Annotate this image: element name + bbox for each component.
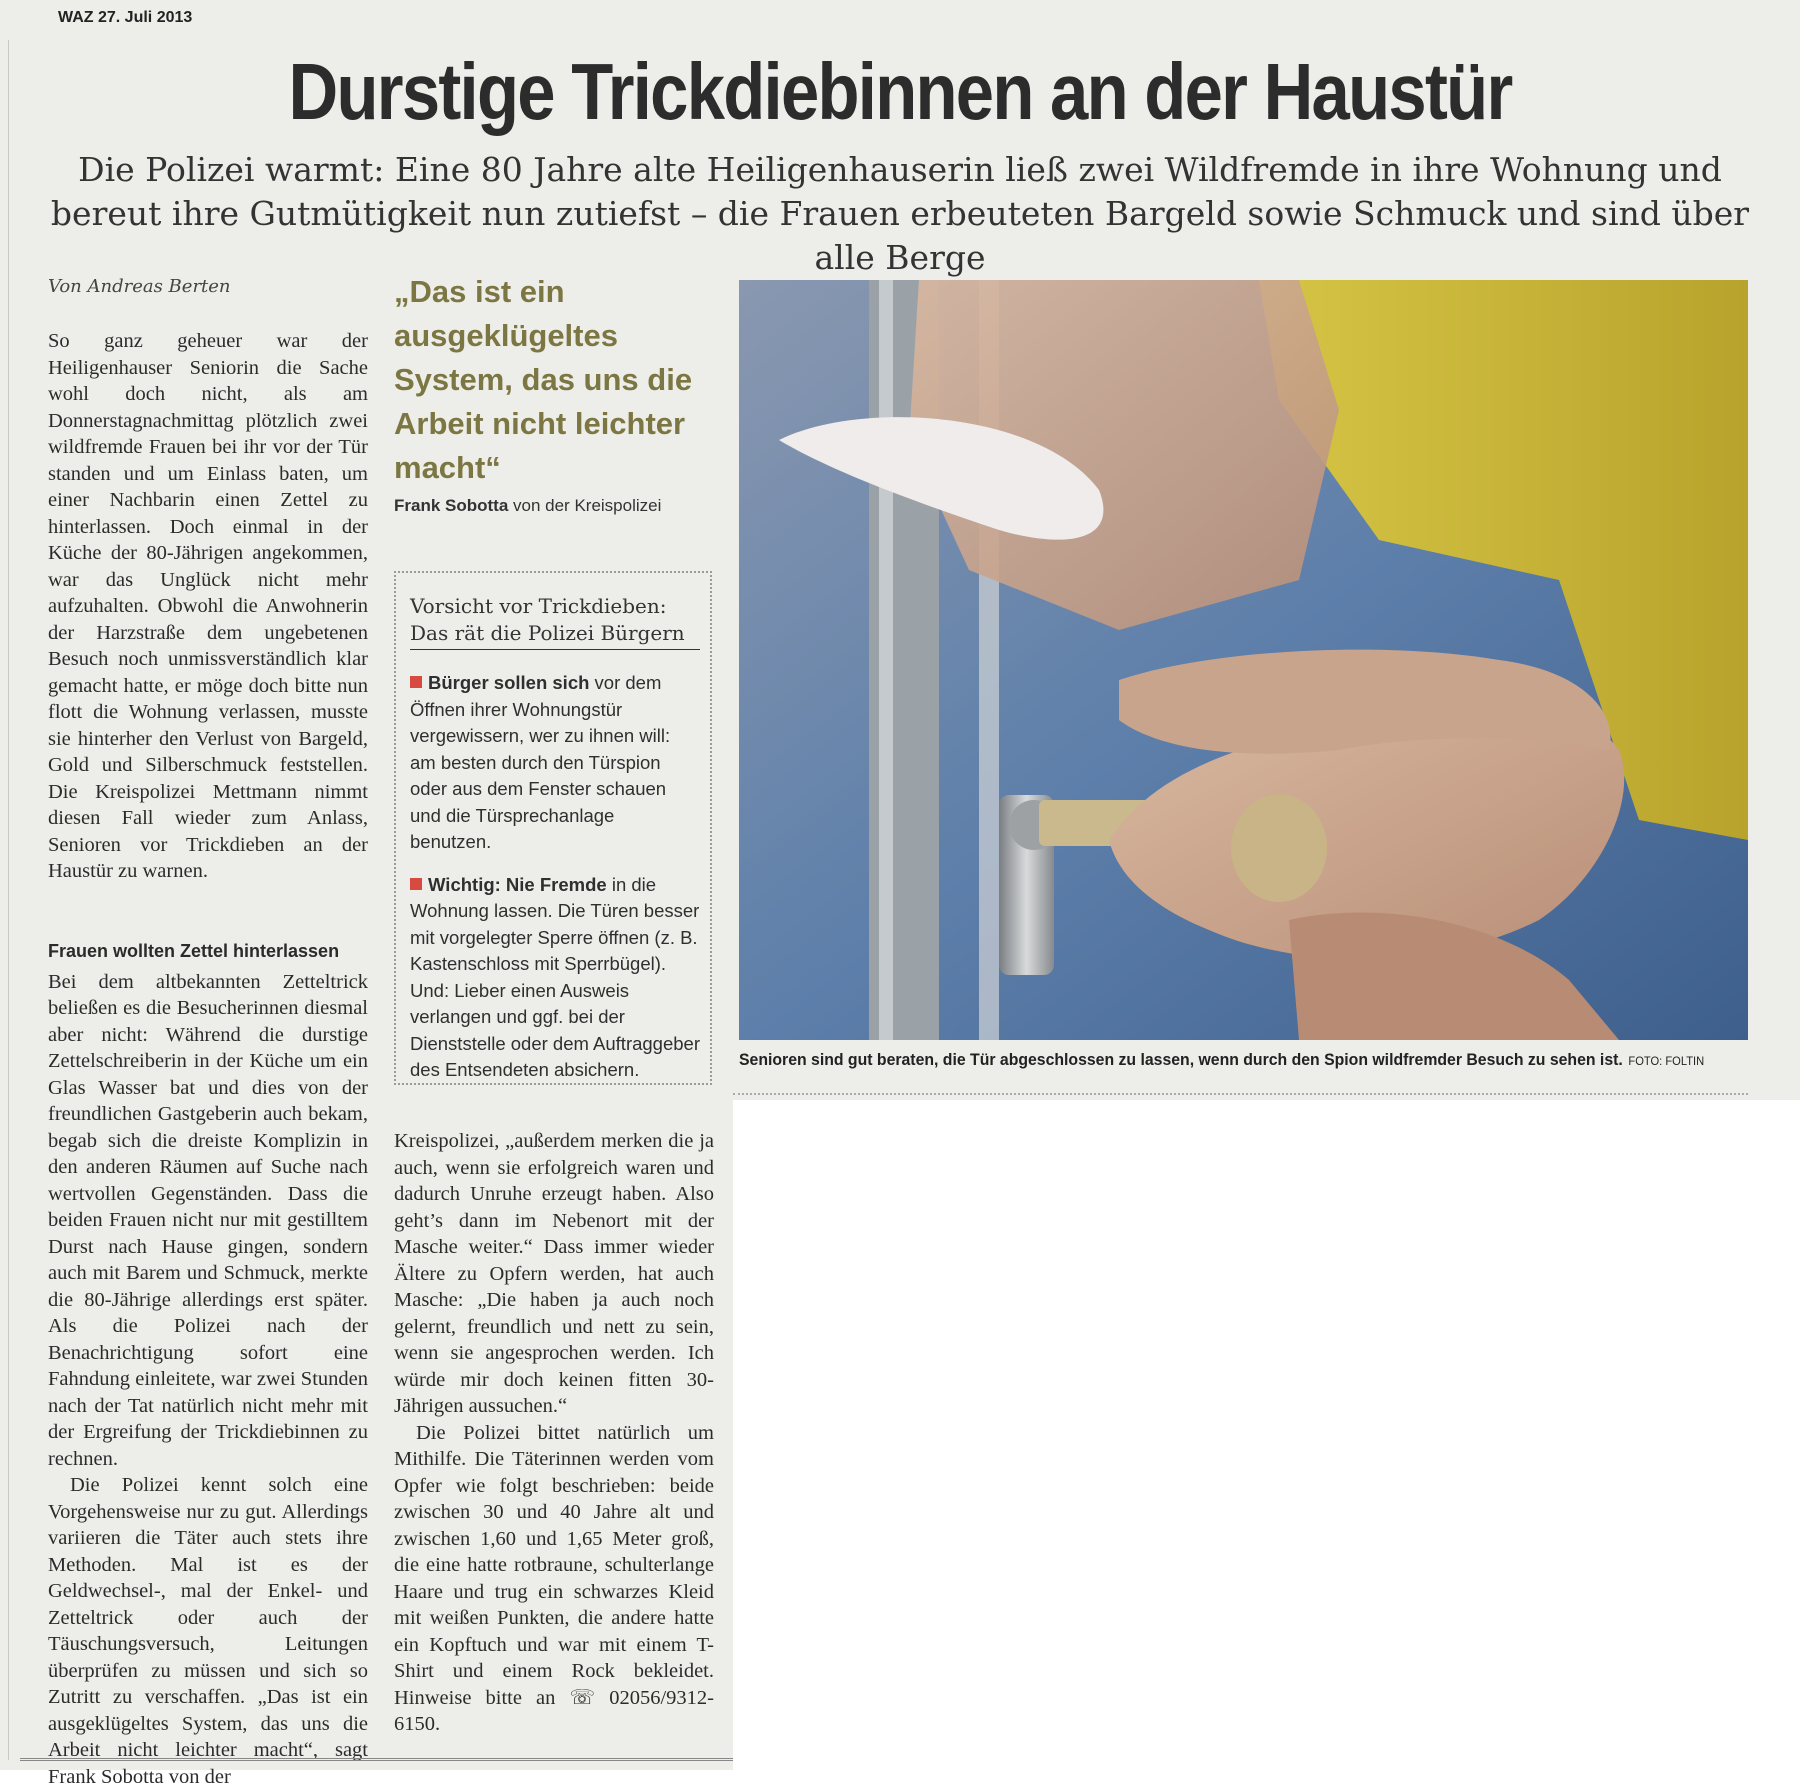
red-square-icon: [410, 676, 422, 688]
hand-with-key-photo: [739, 280, 1748, 1040]
bottom-rule: [20, 1758, 733, 1761]
pull-quote-role: von der Kreispolizei: [508, 496, 662, 515]
info-box-item: [410, 872, 700, 1084]
headline: Durstige Trickdiebinnen an der Haustür: [288, 47, 1512, 136]
article-photo: [739, 280, 1748, 1040]
caption-text: Senioren sind gut beraten, die Tür abgeschlossen zu lassen, wenn durch den Spion wildfremder Besuch zu sehen ist.: [739, 1050, 1623, 1069]
pull-quote: „Das ist ein ausgeklügeltes System, das uns die Arbeit nicht leichter macht“: [394, 274, 693, 485]
subhead: Die Polizei warmt: Eine 80 Jahre alte Heiligenhauserin ließ zwei Wildfremde in ihre Wohnung und bereut ihre Gutmütigkeit nun zutiefst – die Frauen erbeuteten Bargeld sowie Schmuck und sind über alle Berge: [50, 150, 1750, 277]
info-box-item-text: in die Wohnung lassen. Die Türen besser mit vorgelegter Sperre öffnen (z. B. Kastenschloss mit Sperrbügel). Und: Lieber einen Ausweis verlangen und ggf. bei der Dienststelle oder dem Auftraggeber des Entsendeten absichern.: [410, 873, 701, 1080]
photo-caption: [739, 1050, 1705, 1070]
byline: Von Andreas Berten: [48, 276, 231, 297]
paragraph-5: Die Polizei bittet natürlich um Mithilfe. Die Täterinnen werden vom Opfer wie folgt beschrieben: beide zwischen 30 und 40 Jahre alt und zwischen 1,60 und 1,65 Meter groß, die eine hatte rotbraune, schulterlange Haare und trug ein schwarzes Kleid mit weißen Punkten, die andere hatte ein Kopftuch und war mit einem T-Shirt und einem Rock bekleidet. Hinweise bitte an ☏ 02056/9312-6150.: [394, 1421, 714, 1735]
article-column-2: [394, 1128, 714, 1738]
info-box-item-lead: Wichtig: Nie Fremde: [428, 873, 607, 895]
info-box-item-lead: Bürger sollen sich: [428, 672, 590, 693]
info-box-item-text: vor dem Öffnen ihrer Wohnungstür vergewissern, wer zu ihnen will: am besten durch den Türspion oder aus dem Fenster schauen und die Türsprechanlage benutzen.: [410, 672, 671, 852]
pull-quote-name: Frank Sobotta: [394, 496, 509, 515]
paragraph-2: Bei dem altbekannten Zetteltrick beließen es die Besucherinnen diesmal aber nicht: Während die durstige Zettelschreiberin in der Küche um ein Glas Wasser bat und dies von der freundlichen Gastgeberin auch bekam, begab sich die dreiste Komplizin in den anderen Räumen auf Suche nach wertvollen Gegenständen. Dass die beiden Frauen nicht nur mit gestilltem Durst nach Hause gingen, sondern auch mit Barem und Schmuck, merkte die 80-Jährige allerdings erst später. Als die Polizei nach der Benachrichtigung sofort eine Fahndung einleitete, war zwei Stunden nach der Tat natürlich nicht mehr mit der Ergreifung der Trickdiebinnen zu rechnen.: [48, 970, 368, 1470]
article-column-1-lower: [48, 938, 368, 1790]
red-square-icon: [410, 878, 422, 890]
source-line: WAZ 27. Juli 2013: [58, 9, 193, 26]
article-column-1: [48, 328, 368, 885]
info-box: [394, 571, 712, 1085]
subheading: Frauen wollten Zettel hinterlassen: [48, 941, 340, 961]
clipping-edge: [8, 40, 9, 1760]
paragraph-4: Kreispolizei, „außerdem merken die ja auch, wenn sie erfolgreich waren und dadurch Unruhe erzeugt haben. Also geht’s dann im Nebenort mit der Masche weiter.“ Dass immer wieder Ältere zu Opfern werden, hat auch Masche: „Die haben ja auch noch gelernt, freundlich und nett zu sein, wenn sie angesprochen werden. Ich würde mir doch keinen fitten 30-Jährigen aussuchen.“: [394, 1130, 714, 1417]
separator-dotted: [733, 1093, 1748, 1095]
paragraph-1: So ganz geheuer war der Heiligenhauser Seniorin die Sache wohl doch nicht, als am Donnerstagnachmittag plötzlich zwei wildfremde Frauen bei ihr vor der Tür standen und um Einlass baten, um einer Nachbarin einen Zettel zu hinterlassen. Doch einmal in der Küche der 80-Jährigen angekommen, war das Unglück nicht mehr aufzuhalten. Obwohl die Anwohnerin der Harzstraße dem ungebetenen Besuch noch unmissverständlich klar gemacht hatte, er möge doch bitte nun flott die Wohnung verlassen, musste sie hinterher den Verlust von Bargeld, Gold und Silberschmuck feststellen. Die Kreispolizei Mettmann nimmt diesen Fall wieder zum Anlass, Senioren vor Trickdieben an der Haustür zu warnen.: [48, 330, 368, 882]
pull-quote-attribution: [394, 496, 714, 516]
photo-credit: FOTO: FOLTIN: [1628, 1054, 1705, 1068]
info-box-item: [410, 670, 700, 856]
info-box-title: Vorsicht vor Trickdieben: Das rät die Polizei Bürgern: [410, 593, 700, 650]
paragraph-3: Die Polizei kennt solch eine Vorgehensweise nur zu gut. Allerdings variieren die Täter auch stets ihre Methoden. Mal ist es der Geldwechsel-, mal der Enkel- und Zetteltrick oder auch der Täuschungsversuch, Leitungen überprüfen zu müssen und sich so Zutritt zu verschaffen. „Das ist ein ausgeklügeltes System, das uns die Arbeit nicht leichter macht“, sagt Frank Sobotta von der: [48, 1474, 368, 1788]
